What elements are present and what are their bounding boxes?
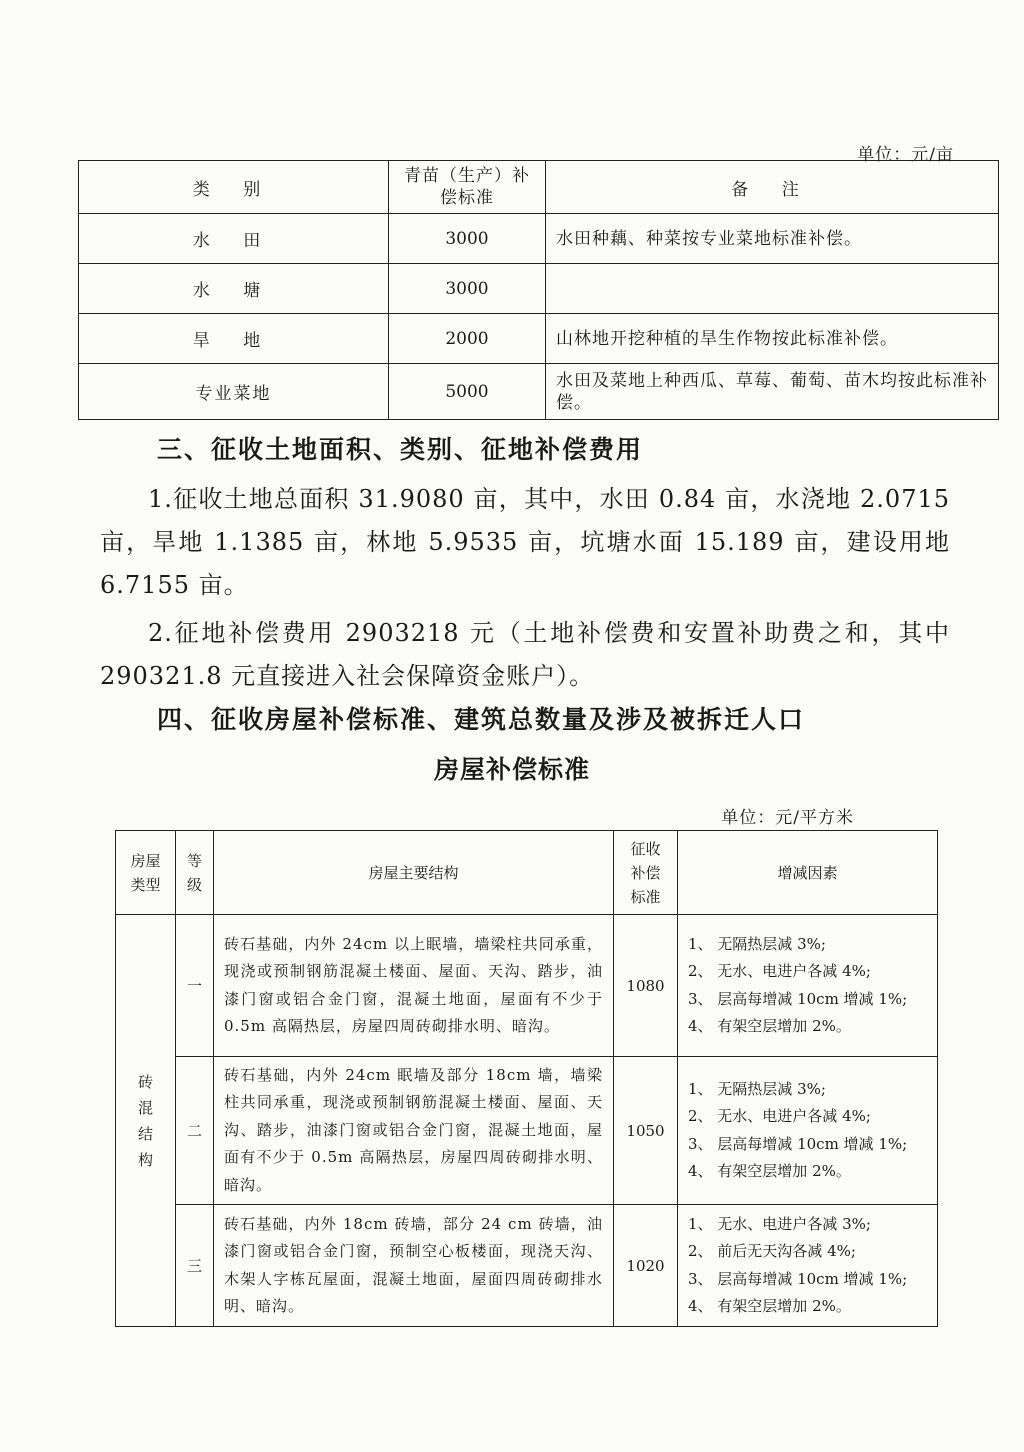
structure-cell: 砖石基础，内外 24cm 眠墙及部分 18cm 墙，墙梁柱共同承重，现浇或预制钢筋混凝土楼面、屋面、天沟、踏步，油漆门窗或铝合金门窗，混凝土地面，屋面有不少于 0.5m 高隔热层，房屋四周砖砌排水明、暗沟。 — [214, 1057, 614, 1205]
factor-item: 1、 无隔热层减 3%; — [688, 934, 826, 953]
header-standard: 征收补偿标准 — [614, 831, 678, 915]
table-header-row — [116, 831, 938, 915]
factor-item: 2、 前后无天沟各减 4%; — [688, 1242, 856, 1260]
factor-item: 1、 无隔热层减 3%; — [688, 1079, 826, 1098]
factors-cell — [678, 915, 938, 1057]
standard-cell: 1020 — [614, 1205, 678, 1327]
house-compensation-table — [115, 830, 938, 1327]
factor-item: 3、 层高每增减 10cm 增减 1%; — [688, 1269, 908, 1288]
table-row — [116, 915, 938, 1057]
table-row — [79, 214, 999, 264]
row-value: 3000 — [389, 264, 546, 314]
factor-item: 4、 有架空层增加 2%。 — [688, 1297, 851, 1315]
row-type: 专业菜地 — [79, 364, 389, 420]
seedling-compensation-table — [78, 160, 999, 420]
standard-cell: 1050 — [614, 1057, 678, 1205]
row-type: 旱 地 — [79, 314, 389, 364]
table1-unit: 单位：元/亩 — [857, 145, 954, 165]
table-header-row — [79, 161, 999, 214]
table-row — [79, 364, 999, 420]
factors-cell — [678, 1205, 938, 1327]
factor-item: 3、 层高每增减 10cm 增减 1%; — [688, 989, 908, 1008]
section3-paragraph-2: 2.征地补偿费用 2903218 元（土地补偿费和安置补助费之和，其中 290321.8 元直接进入社会保障资金账户）。 — [100, 619, 950, 690]
row-type: 水 田 — [79, 214, 389, 264]
factor-item: 4、 有架空层增加 2%。 — [688, 1017, 851, 1035]
header-category: 类 别 — [79, 161, 389, 214]
header-standard: 青苗（生产）补偿标准 — [389, 161, 546, 214]
standard-cell: 1080 — [614, 915, 678, 1057]
header-house-type: 房屋类型 — [116, 831, 176, 915]
table-row — [79, 314, 999, 364]
factor-item: 4、 有架空层增加 2%。 — [688, 1162, 851, 1180]
row-note — [546, 264, 999, 314]
section4-heading: 四、征收房屋补偿标准、建筑总数量及涉及被拆迁人口 — [157, 705, 806, 734]
house-type-cell: 砖混结构 — [116, 915, 176, 1327]
row-type: 水 塘 — [79, 264, 389, 314]
table2-unit: 单位：元/平方米 — [721, 808, 854, 828]
factor-item: 3、 层高每增减 10cm 增减 1%; — [688, 1134, 908, 1153]
grade-cell: 二 — [176, 1057, 214, 1205]
row-value: 3000 — [389, 214, 546, 264]
structure-cell: 砖石基础，内外 18cm 砖墙，部分 24 cm 砖墙，油漆门窗或铝合金门窗，预制空心板楼面，现浇天沟、木架人字栋瓦屋面，混凝土地面，屋面四周砖砌排水明、暗沟。 — [214, 1205, 614, 1327]
section3-paragraph-1: 1.征收土地总面积 31.9080 亩，其中，水田 0.84 亩，水浇地 2.0715 亩，旱地 1.1385 亩，林地 5.9535 亩，坑塘水面 15.189 亩，建设用地 6.7155 亩。 — [100, 485, 950, 599]
section3-heading: 三、征收土地面积、类别、征地补偿费用 — [157, 435, 644, 464]
factor-item: 1、 无水、电进户各减 3%; — [688, 1214, 871, 1233]
row-note: 水田及菜地上种西瓜、草莓、葡萄、苗木均按此标准补偿。 — [546, 364, 999, 420]
house-table-title: 房屋补偿标准 — [433, 755, 590, 784]
header-factors: 增减因素 — [678, 831, 938, 915]
table-row — [116, 1057, 938, 1205]
row-value: 2000 — [389, 314, 546, 364]
table-row — [116, 1205, 938, 1327]
table-row — [79, 264, 999, 314]
row-value: 5000 — [389, 364, 546, 420]
header-grade: 等级 — [176, 831, 214, 915]
structure-cell: 砖石基础，内外 24cm 以上眠墙，墙梁柱共同承重，现浇或预制钢筋混凝土楼面、屋面、天沟、踏步，油漆门窗或铝合金门窗，混凝土地面，屋面有不少于 0.5m 高隔热层，房屋四周砖砌排水明、暗沟。 — [214, 915, 614, 1057]
factors-cell — [678, 1057, 938, 1205]
row-note: 水田种藕、种菜按专业菜地标准补偿。 — [546, 214, 999, 264]
grade-cell: 一 — [176, 915, 214, 1057]
header-structure: 房屋主要结构 — [214, 831, 614, 915]
header-note: 备 注 — [546, 161, 999, 214]
grade-cell: 三 — [176, 1205, 214, 1327]
row-note: 山林地开挖种植的旱生作物按此标准补偿。 — [546, 314, 999, 364]
factor-item: 2、 无水、电进户各减 4%; — [688, 962, 871, 980]
factor-item: 2、 无水、电进户各减 4%; — [688, 1107, 871, 1125]
